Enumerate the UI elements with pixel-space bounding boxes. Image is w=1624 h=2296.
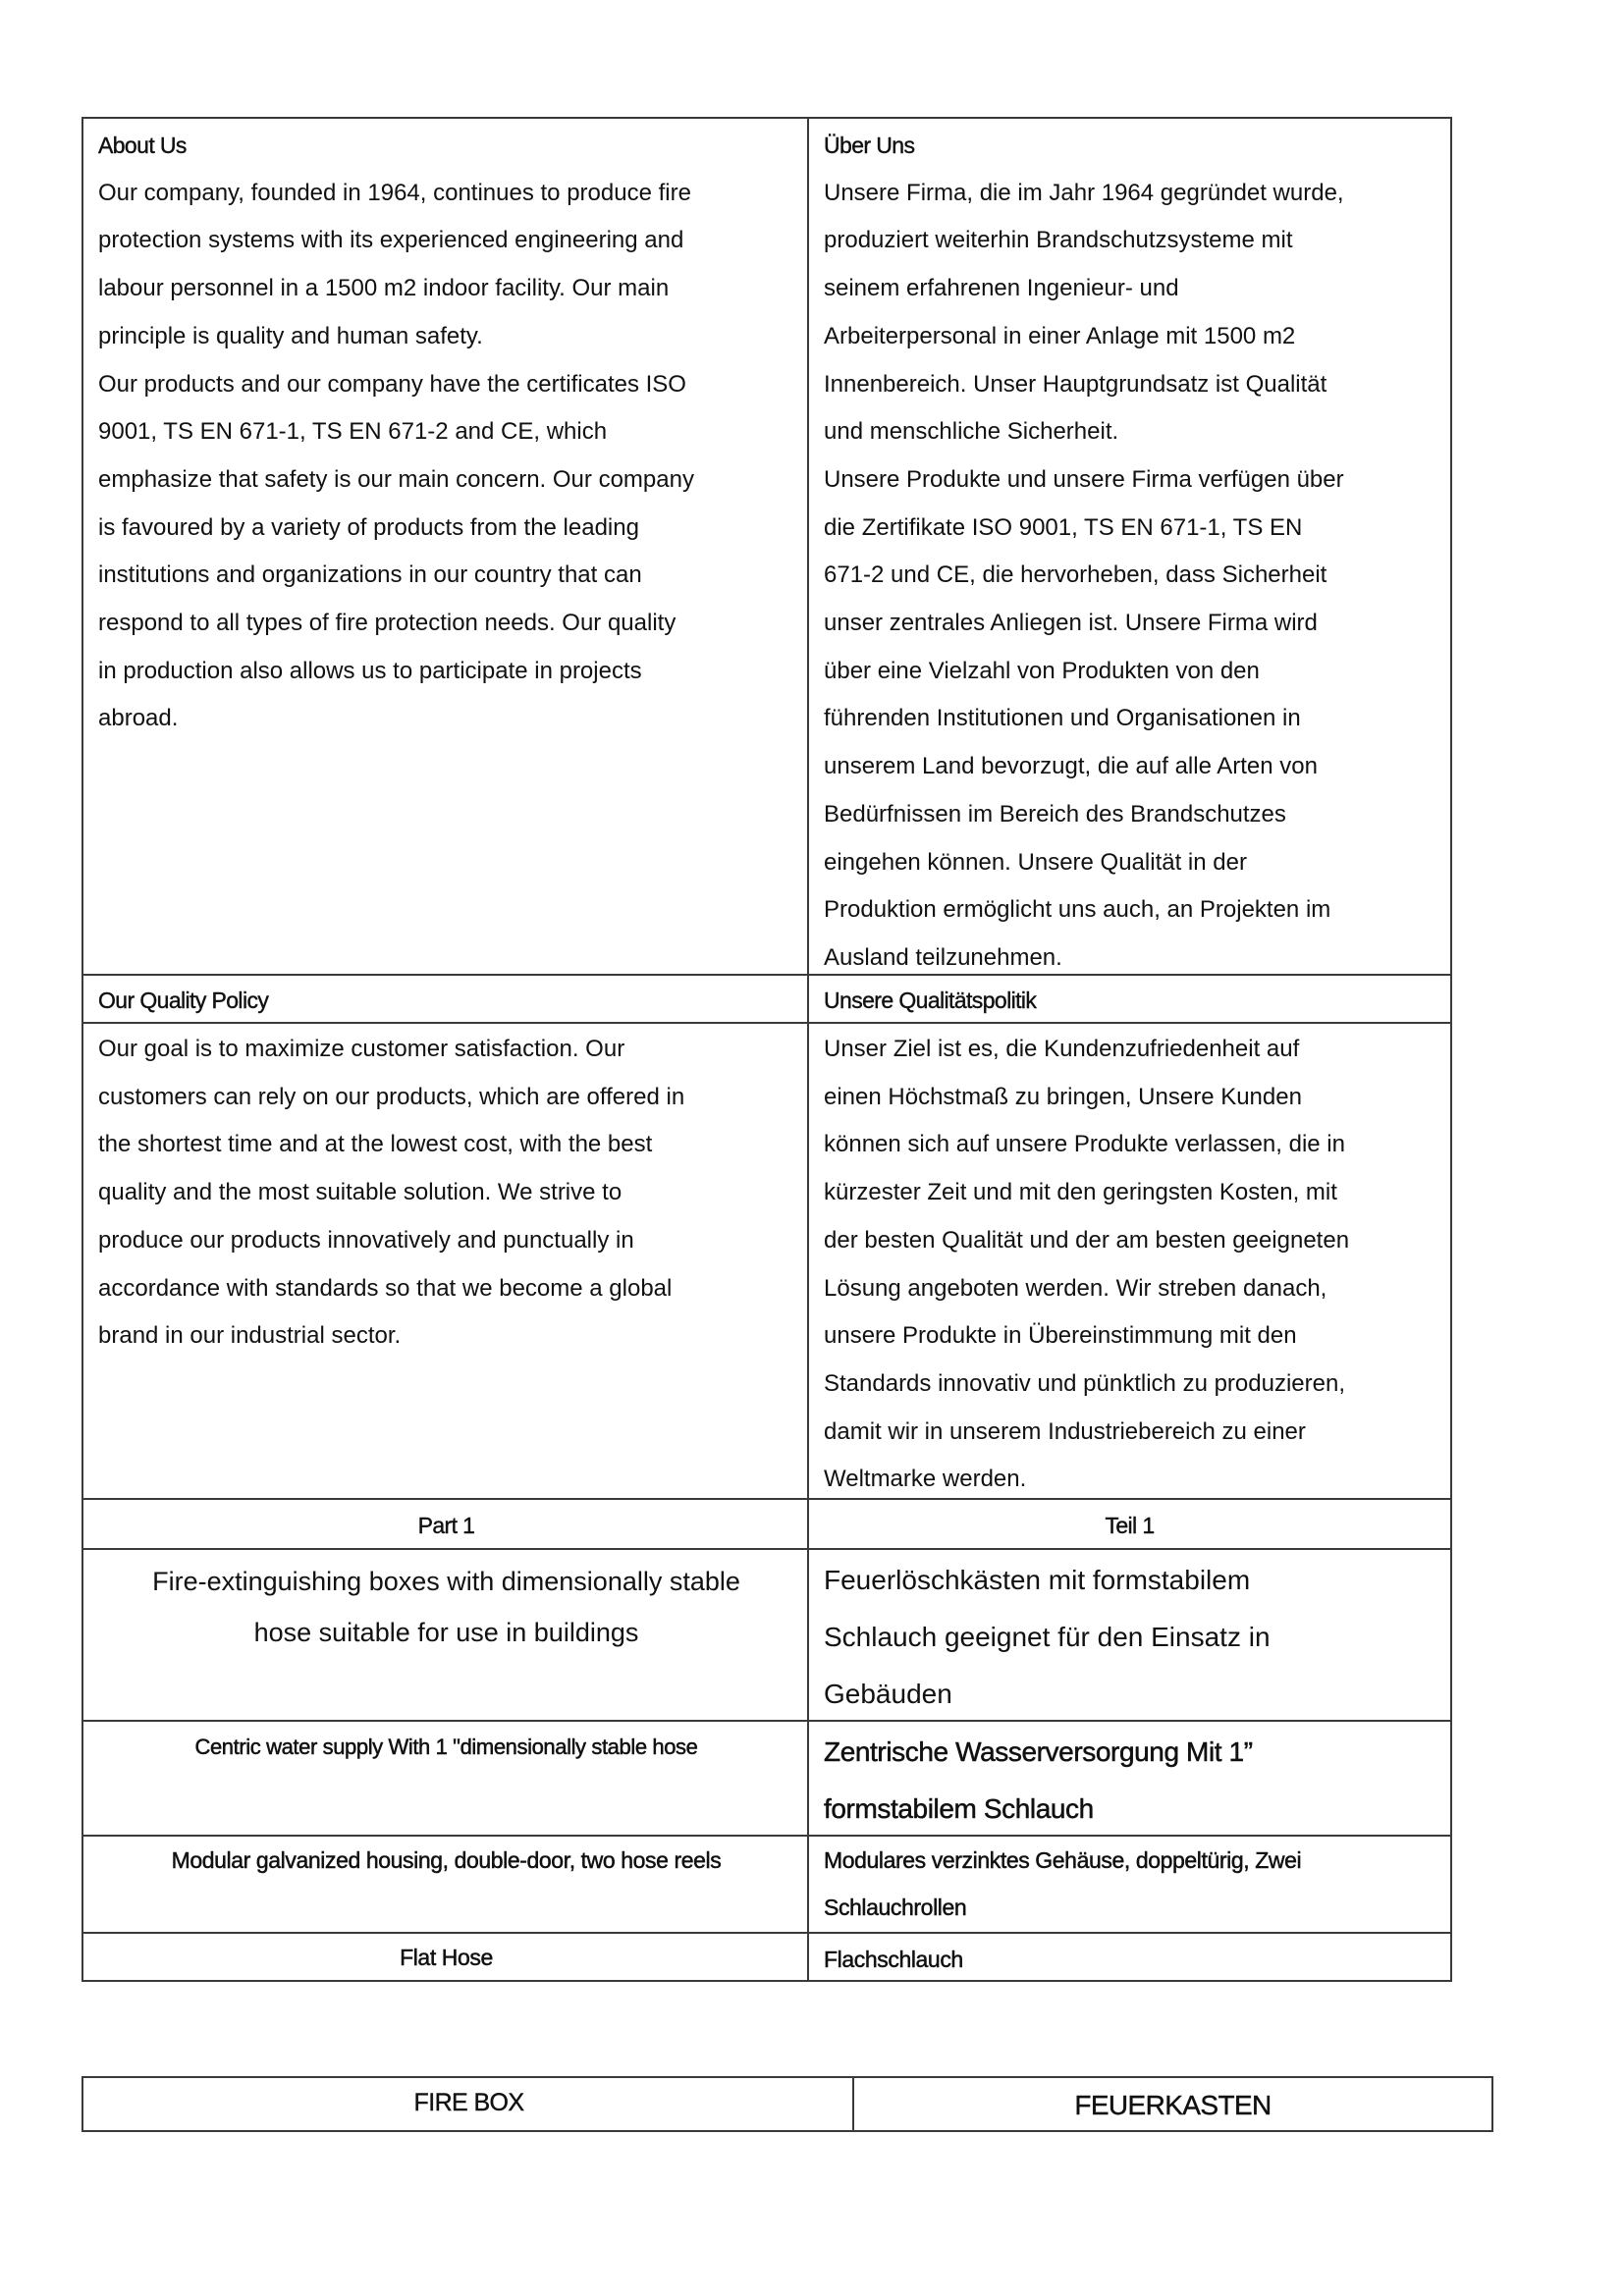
quality-en-heading-cell xyxy=(83,976,809,1024)
quality-de-heading-cell xyxy=(807,976,1450,1024)
about-de-line: produziert weiterhin Brandschutzsysteme mit xyxy=(824,227,1293,254)
water-supply-de-cell xyxy=(807,1722,1450,1837)
about-de-line: 671-2 und CE, die hervorheben, dass Sicherheit xyxy=(824,561,1327,589)
product-row-housing xyxy=(83,1835,1450,1934)
quality-heading-row xyxy=(83,974,1450,1024)
water-supply-de-line: Zentrische Wasserversorgung Mit 1” xyxy=(824,1736,1253,1767)
product-de-line: Feuerlöschkästen mit formstabilem xyxy=(824,1565,1251,1595)
hose-en-cell xyxy=(83,1934,809,1982)
about-de-cell xyxy=(807,119,1450,976)
about-en-line: principle is quality and human safety. xyxy=(98,322,483,349)
product-row-water-supply xyxy=(83,1720,1450,1837)
about-en-line: 9001, TS EN 671-1, TS EN 671-2 and CE, which xyxy=(98,418,608,446)
about-de-line: Produktion ermöglicht uns auch, an Projekten im xyxy=(824,896,1331,924)
about-en-line: labour personnel in a 1500 m2 indoor facility. Our main xyxy=(98,275,670,302)
about-de-line: unser zentrales Anliegen ist. Unsere Firma wird xyxy=(824,610,1318,637)
about-en-line: institutions and organizations in our country that can xyxy=(98,561,642,589)
about-de-line: die Zertifikate ISO 9001, TS EN 671-1, TS EN xyxy=(824,513,1303,541)
part-en-label: Part 1 xyxy=(417,1513,475,1538)
product-row-description xyxy=(83,1548,1450,1722)
firebox-table xyxy=(81,2076,1493,2132)
quality-en-line: quality and the most suitable solution. We strive to xyxy=(98,1179,623,1206)
quality-de-body-cell xyxy=(807,1024,1450,1500)
quality-en-line: customers can rely on our products, which are offered in xyxy=(98,1083,685,1110)
quality-de-line: unsere Produkte in Übereinstimmung mit den xyxy=(824,1322,1297,1350)
quality-de-line: der besten Qualität und der am besten geeigneten xyxy=(824,1226,1350,1254)
about-en-line: emphasize that safety is our main concern. Our company xyxy=(98,465,694,493)
about-en-line: respond to all types of fire protection needs. Our quality xyxy=(98,610,677,637)
firebox-de-label: FEUERKASTEN xyxy=(1074,2090,1272,2120)
housing-de-line: Modulares verzinktes Gehäuse, doppeltürig, Zwei xyxy=(824,1847,1302,1873)
about-de-line: Unsere Firma, die im Jahr 1964 gegründet wurde, xyxy=(824,179,1344,206)
about-de-line: Bedürfnissen im Bereich des Brandschutzes xyxy=(824,800,1286,828)
quality-en-line: brand in our industrial sector. xyxy=(98,1322,402,1350)
quality-en-body-cell xyxy=(83,1024,809,1500)
quality-de-line: können sich auf unsere Produkte verlassen, die in xyxy=(824,1131,1345,1158)
product-de-cell xyxy=(807,1550,1450,1722)
about-de-line: Ausland teilzunehmen. xyxy=(824,943,1062,971)
firebox-de-cell xyxy=(852,2078,1491,2130)
hose-de-cell xyxy=(807,1934,1450,1982)
quality-en-line: produce our products innovatively and punctually in xyxy=(98,1226,634,1254)
about-de-line: eingehen können. Unsere Qualität in der xyxy=(824,848,1247,876)
about-de-line: Unsere Produkte und unsere Firma verfügen über xyxy=(824,465,1344,493)
product-en-cell xyxy=(83,1550,809,1722)
part-de-label: Teil 1 xyxy=(1105,1513,1155,1538)
about-de-title: Über Uns xyxy=(824,133,915,158)
hose-de-line: Flachschlauch xyxy=(824,1947,963,1972)
quality-de-line: Standards innovativ und pünktlich zu produzieren, xyxy=(824,1369,1345,1397)
quality-en-line: the shortest time and at the lowest cost, with the best xyxy=(98,1131,653,1158)
about-en-line: protection systems with its experienced engineering and xyxy=(98,227,684,254)
housing-de-line: Schlauchrollen xyxy=(824,1895,967,1920)
housing-de-cell xyxy=(807,1837,1450,1934)
about-row xyxy=(83,119,1450,976)
housing-en-cell xyxy=(83,1837,809,1934)
housing-en-line: Modular galvanized housing, double-door, two hose reels xyxy=(171,1847,722,1873)
quality-en-line: Our goal is to maximize customer satisfaction. Our xyxy=(98,1036,625,1062)
product-row-hose xyxy=(83,1932,1450,1982)
quality-de-line: Unser Ziel ist es, die Kundenzufriedenheit auf xyxy=(824,1036,1300,1062)
about-de-line: Innenbereich. Unser Hauptgrundsatz ist Qualität xyxy=(824,370,1327,398)
quality-de-line: damit wir in unserem Industriebereich zu einer xyxy=(824,1417,1306,1445)
quality-de-line: Lösung angeboten werden. Wir streben danach, xyxy=(824,1274,1327,1302)
water-supply-en-cell xyxy=(83,1722,809,1837)
product-de-line: Schlauch geeignet für den Einsatz in xyxy=(824,1622,1271,1652)
product-de-line: Gebäuden xyxy=(824,1679,952,1709)
about-en-title: About Us xyxy=(98,133,187,158)
quality-de-line: kürzester Zeit und mit den geringsten Kosten, mit xyxy=(824,1179,1337,1206)
quality-de-title: Unsere Qualitätspolitik xyxy=(824,988,1037,1013)
about-en-line: in production also allows us to participate in projects xyxy=(98,657,642,684)
quality-de-line: Weltmarke werden. xyxy=(824,1466,1027,1493)
water-supply-en-line: Centric water supply With 1 "dimensionally stable hose xyxy=(194,1735,698,1759)
hose-en-line: Flat Hose xyxy=(400,1945,493,1970)
about-en-cell xyxy=(83,119,809,976)
firebox-en-cell xyxy=(83,2078,854,2130)
about-de-line: über eine Vielzahl von Produkten von den xyxy=(824,657,1260,684)
quality-en-line: accordance with standards so that we become a global xyxy=(98,1274,673,1302)
water-supply-de-line: formstabilem Schlauch xyxy=(824,1793,1094,1824)
quality-en-title: Our Quality Policy xyxy=(98,988,269,1013)
part-row xyxy=(83,1498,1450,1550)
quality-body-row xyxy=(83,1022,1450,1500)
about-de-line: führenden Institutionen und Organisationen in xyxy=(824,705,1301,732)
about-en-line: abroad. xyxy=(98,705,179,732)
quality-de-line: einen Höchstmaß zu bringen, Unsere Kunden xyxy=(824,1083,1302,1110)
about-en-line: is favoured by a variety of products from the leading xyxy=(98,513,639,541)
firebox-en-label: FIRE BOX xyxy=(413,2089,524,2116)
bilingual-info-table xyxy=(81,117,1452,1982)
part-en-cell xyxy=(83,1500,809,1550)
product-en-line: hose suitable for use in buildings xyxy=(253,1618,639,1647)
product-en-line: Fire-extinguishing boxes with dimensionally stable xyxy=(152,1567,740,1596)
about-en-line: Our products and our company have the certificates ISO xyxy=(98,370,686,398)
about-en-line: Our company, founded in 1964, continues to produce fire xyxy=(98,179,691,206)
about-de-line: unserem Land bevorzugt, die auf alle Arten von xyxy=(824,753,1318,780)
about-de-line: seinem erfahrenen Ingenieur- und xyxy=(824,275,1179,302)
part-de-cell xyxy=(807,1500,1450,1550)
about-de-line: Arbeiterpersonal in einer Anlage mit 1500 m2 xyxy=(824,322,1296,349)
about-de-line: und menschliche Sicherheit. xyxy=(824,418,1119,446)
